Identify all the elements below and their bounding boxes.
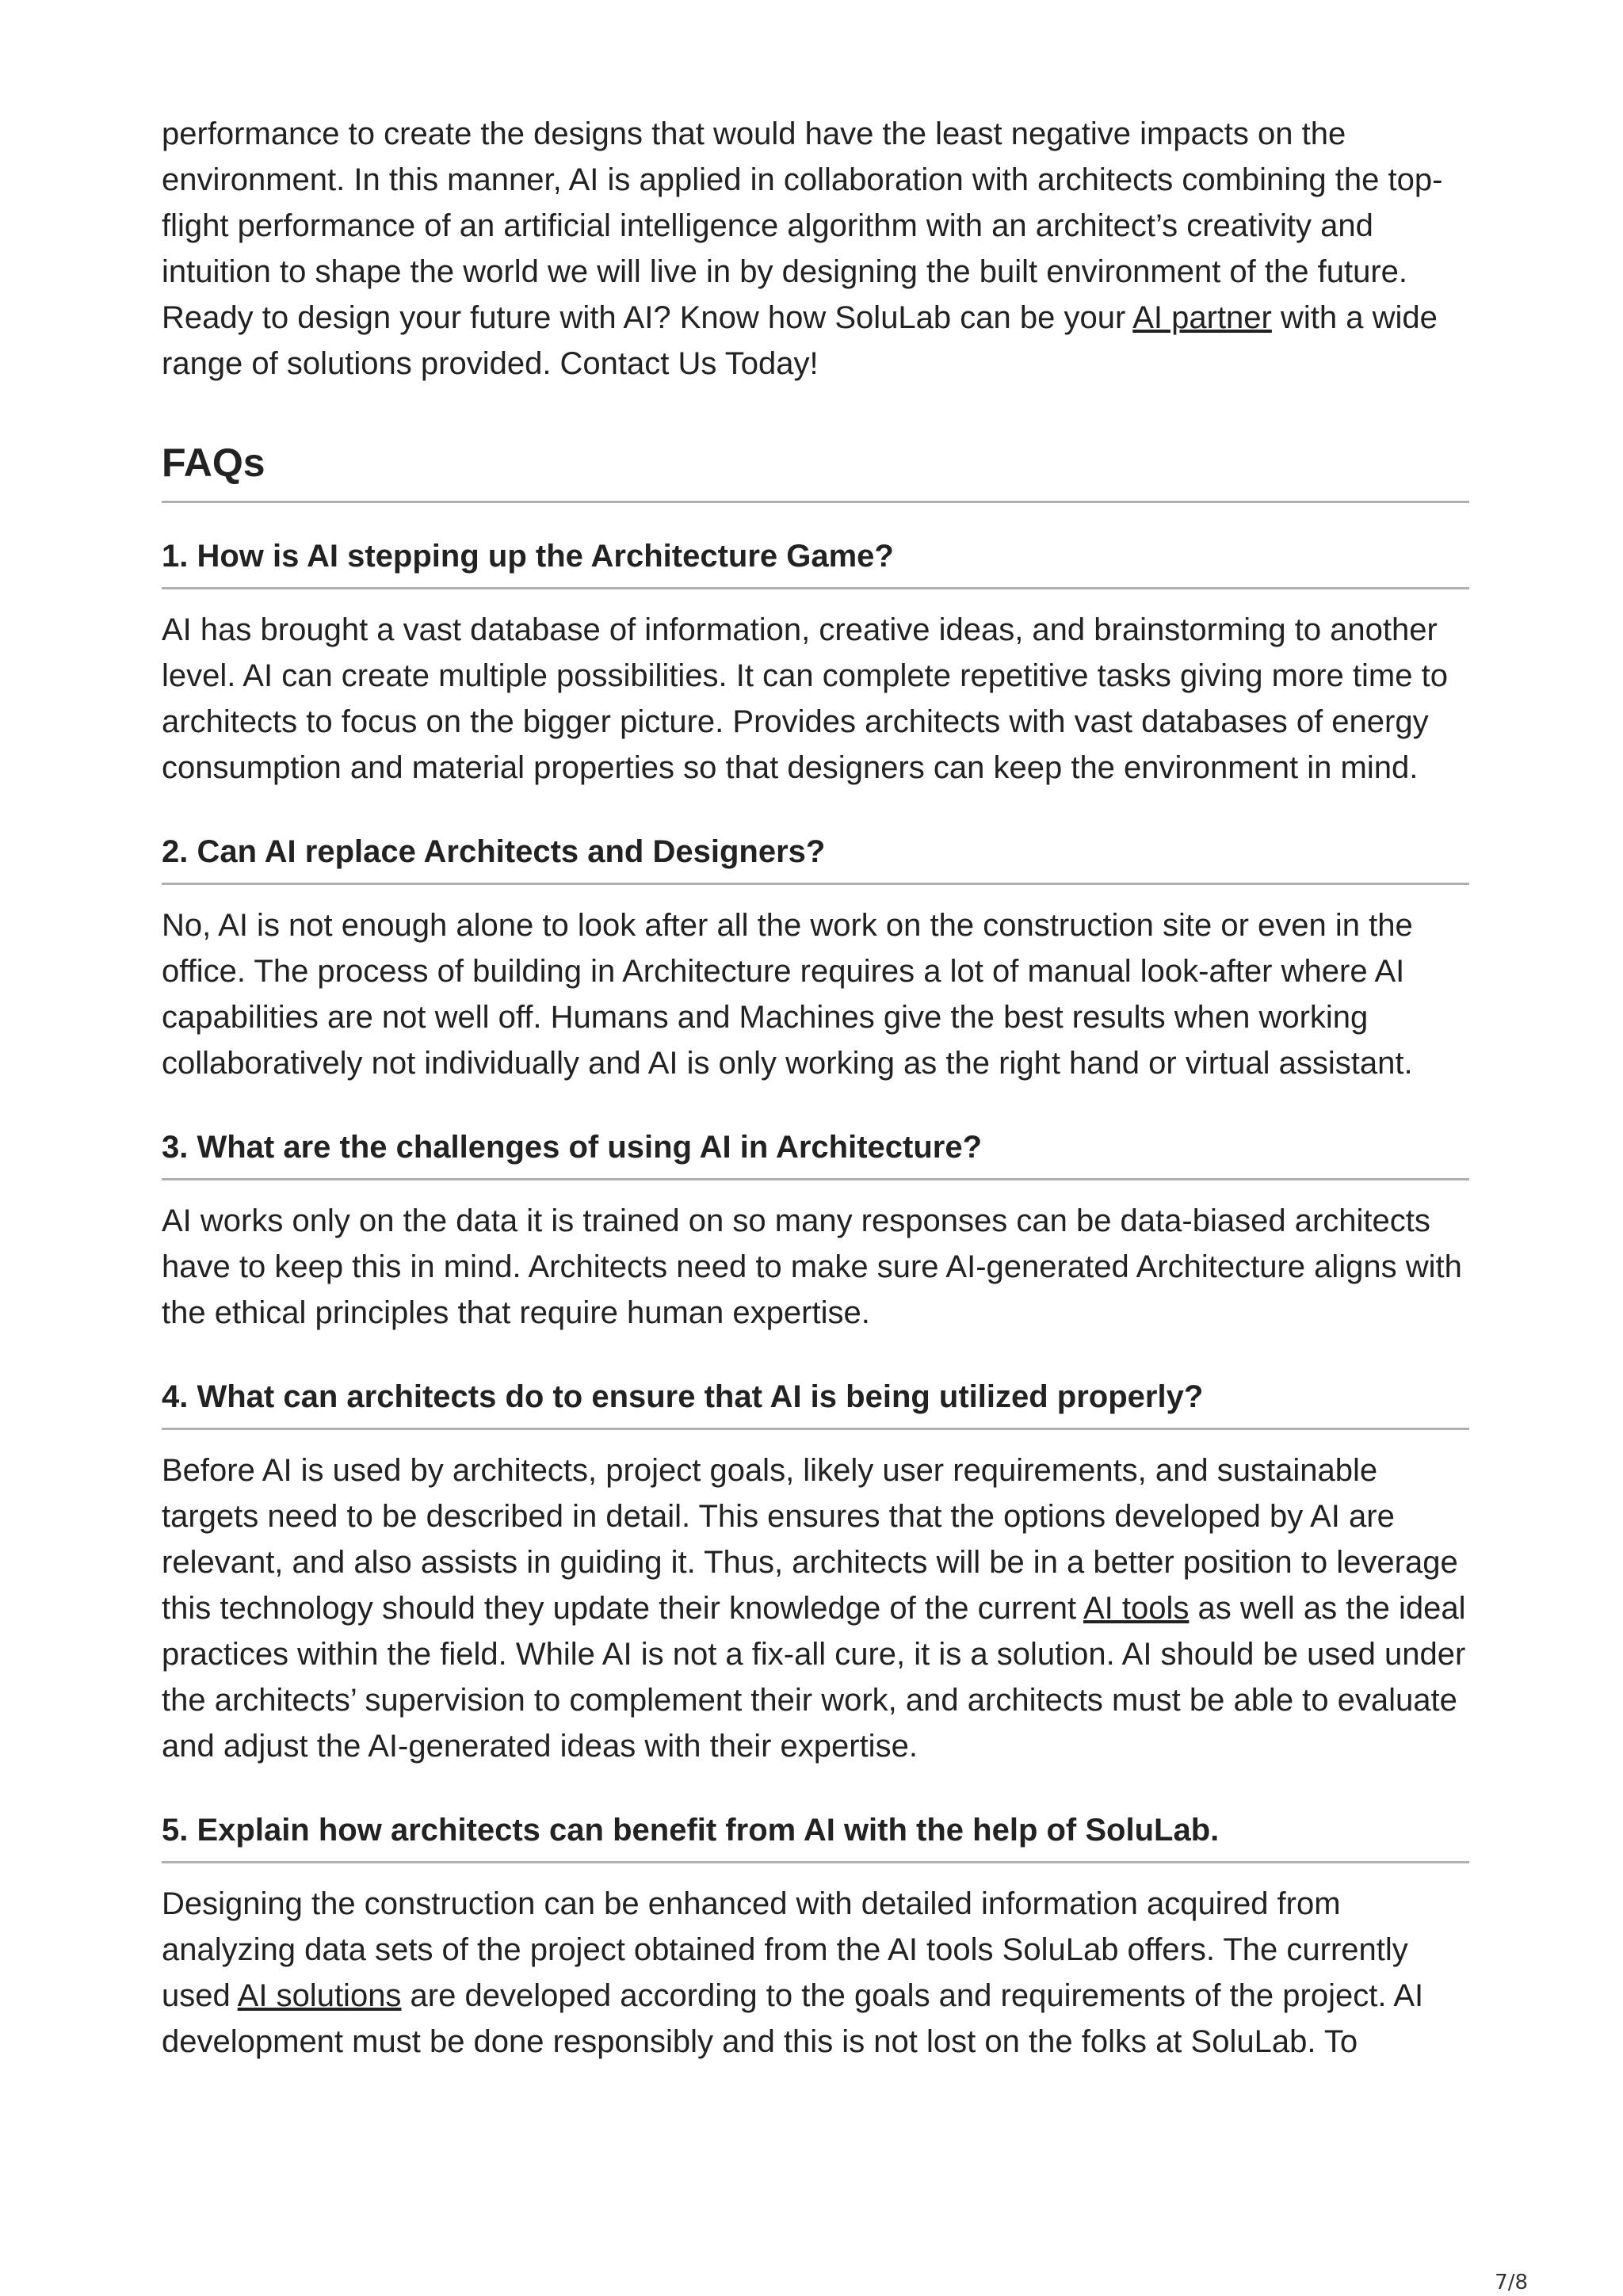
faq-answer-4-after-link: as well as the ideal practices within the field. While AI is not a fix-all cure, it is a solution. AI should be used under the architects’ supervision to complement their work, and architects must be able to evaluate and adjust the AI-generated ideas with their expertise. [162, 1591, 1466, 1764]
faqs-heading: FAQs [162, 439, 1469, 503]
faq-question-5: 5. Explain how architects can benefit from AI with the help of SoluLab. [162, 1810, 1469, 1863]
faq-question-4: 4. What can architects do to ensure that AI is being utilized properly? [162, 1377, 1469, 1430]
ai-solutions-link[interactable]: AI solutions [237, 1978, 402, 2013]
ai-tools-link[interactable]: AI tools [1083, 1591, 1190, 1626]
faq-answer-5-before-link: Designing the construction can be enhanced with detailed information acquired from analyzing data sets of the project obtained from the AI tools SoluLab offers. The currently used [162, 1886, 1408, 2013]
page-number: 7/8 [1495, 2271, 1528, 2294]
ai-partner-link[interactable]: AI partner [1132, 300, 1272, 335]
intro-text-after-link: with a wide range of solutions provided. Contact Us Today! [162, 300, 1438, 381]
faq-answer-5 [162, 1881, 1469, 2065]
faq-answer-2: No, AI is not enough alone to look after all the work on the construction site or even in the office. The process of building in Architecture requires a lot of manual look-after where AI capabilities are not well off. Humans and Machines give the best results when working collaboratively not individually and AI is only working as the right hand or virtual assistant. [162, 908, 1413, 1081]
article-content [162, 111, 1469, 2065]
faq-question-3: 3. What are the challenges of using AI in Architecture? [162, 1127, 1469, 1180]
faq-answer-3: AI works only on the data it is trained on so many responses can be data-biased architects have to keep this in mind. Architects need to make sure AI-generated Architecture aligns with the ethical principles that require human expertise. [162, 1203, 1462, 1330]
faq-answer-4-before-link: Before AI is used by architects, project goals, likely user requirements, and sustainable targets need to be described in detail. This ensures that the options developed by AI are relevant, and also assists in guiding it. Thus, architects will be in a better position to leverage this technology should they update their knowledge of the current [162, 1453, 1458, 1626]
intro-text-before-link: performance to create the designs that would have the least negative impacts on the environment. In this manner, AI is applied in collaboration with architects combining the top-flight performance of an artificial intelligence algorithm with an architect’s creativity and intuition to shape the world we will live in by designing the built environment of the future. Ready to design your future with AI? Know how SoluLab can be your [162, 116, 1443, 335]
faq-question-1: 1. How is AI stepping up the Architecture Game? [162, 536, 1469, 589]
faq-answer-5-after-link: are developed according to the goals and requirements of the project. AI development must be done responsibly and this is not lost on the folks at SoluLab. To [162, 1978, 1424, 2059]
faq-answer-4 [162, 1447, 1469, 1769]
intro-paragraph [162, 111, 1469, 387]
faq-question-2: 2. Can AI replace Architects and Designers? [162, 832, 1469, 885]
faq-answer-1: AI has brought a vast database of information, creative ideas, and brainstorming to another level. AI can create multiple possibilities. It can complete repetitive tasks giving more time to architects to focus on the bigger picture. Provides architects with vast databases of energy consumption and material properties so that designers can keep the environment in mind. [162, 612, 1448, 785]
